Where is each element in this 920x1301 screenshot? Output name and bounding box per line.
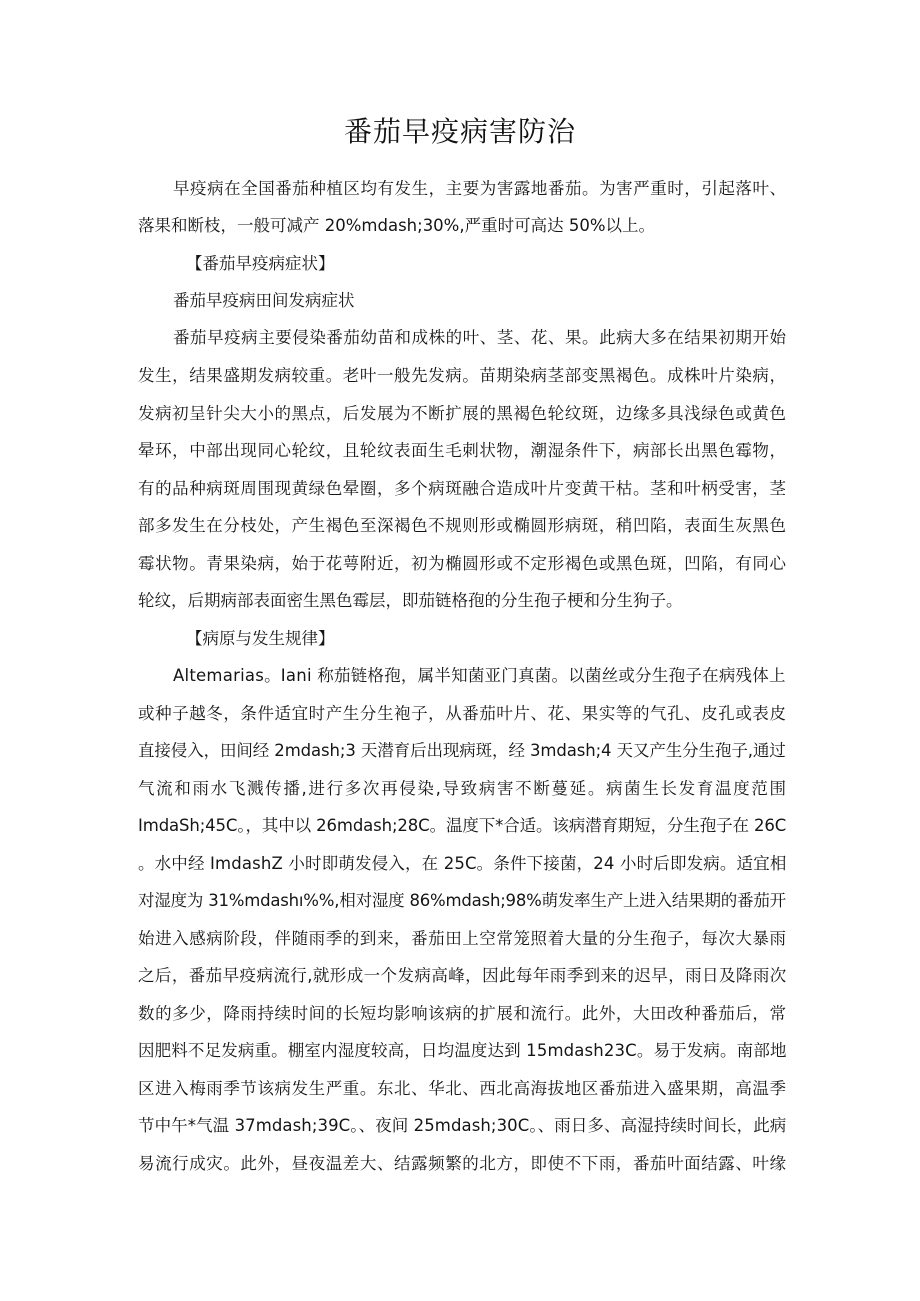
paragraph-line: 区进入梅雨季节该病发生严重。东北、华北、西北高海拔地区番茄进入盛果期，高温季	[138, 1079, 787, 1098]
paragraph-line: 早疫病在全国番茄种植区均有发生，主要为害露地番茄。为害严重时，引起落叶、	[173, 179, 787, 198]
paragraph-line: 始进入感病阶段，伴随雨季的到来，番茄田上空常笼照着大量的分生孢子，每次大暴雨	[138, 929, 787, 948]
paragraph-line: 番茄早疫病主要侵染番茄幼苗和成株的叶、茎、花、果。此病大多在结果初期开始	[173, 328, 787, 347]
section-heading-pathogen: 【病原与发生规律】	[186, 629, 335, 648]
paragraph-line: 落果和断枝，一般可减产 20%mdash;30%,严重时可高达 50%以上。	[138, 216, 656, 235]
paragraph-line: 。水中经 ImdashZ 小时即萌发侵入，在 25C。条件下接菌，24 小时后即发病。适宜相	[138, 854, 787, 873]
paragraph-line: ImdaSh;45C。，其中以 26mdash;28C。温度下*合适。该病潜育期短，分生孢子在 26C	[138, 816, 787, 835]
section-subheading-field-symptoms: 番茄早疫病田间发病症状	[173, 291, 355, 310]
paragraph-line: Altemarias。Iani 称茄链格孢，属半知菌亚门真菌。以菌丝或分生孢子在病残体上	[173, 666, 786, 685]
paragraph-line: 直接侵入，田间经 2mdash;3 天潜育后出现病斑，经 3mdash;4 天又产生分生孢子,通过	[138, 741, 786, 760]
paragraph-line: 晕环，中部出现同心轮纹，且轮纹表面生毛刺状物，潮湿条件下，病部长出黑色霉物，	[138, 441, 787, 460]
paragraph-line: 气流和雨水飞溅传播,进行多次再侵染,导致病害不断蔓延。病菌生长发育温度范围	[138, 779, 788, 798]
paragraph-line: 节中午*气温 37mdash;39C。、夜间 25mdash;30C。、雨日多、高湿持续时间长，此病	[138, 1116, 787, 1135]
paragraph-line: 部多发生在分枝处，产生褐色至深褐色不规则形或椭圆形病斑，稍凹陷，表面生灰黑色	[138, 516, 787, 535]
paragraph-line: 或种子越冬，条件适宜时产生分生袍子，从番茄叶片、花、果实等的气孔、皮孔或表皮	[138, 704, 787, 723]
section-heading-symptoms: 【番茄早疫病症状】	[186, 254, 335, 273]
paragraph-line: 轮纹，后期病部表面密生黑色霉层，即茄链格孢的分生孢子梗和分生狗子。	[138, 591, 683, 610]
paragraph-line: 因肥料不足发病重。棚室内湿度较高，日均温度达到 15mdash23C。易于发病。南部地	[138, 1041, 787, 1060]
paragraph-line: 数的多少，降雨持续时间的长短均影响该病的扩展和流行。此外，大田改种番茄后，常	[138, 1004, 787, 1023]
paragraph-line: 霉状物。青果染病，始于花萼附近，初为椭圆形或不定形褐色或黑色斑，凹陷，有同心	[138, 554, 787, 573]
paragraph-line: 易流行成灾。此外，昼夜温差大、结露频繁的北方，即使不下雨，番茄叶面结露、叶缘	[138, 1154, 787, 1173]
paragraph-line: 对湿度为 31%mdashı%%,相对湿度 86%mdash;98%萌发率生产上进入结果期的番茄开	[138, 891, 786, 910]
paragraph-line: 发生，结果盛期发病较重。老叶一般先发病。苗期染病茎部变黑褐色。成株叶片染病，	[138, 366, 787, 385]
document-title: 番茄早疫病害防治	[343, 115, 576, 148]
paragraph-line: 发病初呈针尖大小的黑点，后发展为不断扩展的黑褐色轮纹斑，边缘多具浅绿色或黄色	[138, 404, 787, 423]
paragraph-line: 之后，番茄早疫病流行,就形成一个发病高峰，因此每年雨季到来的迟早，雨日及降雨次	[138, 966, 787, 985]
paragraph-line: 有的品种病斑周围现黄绿色晕圈，多个病斑融合造成叶片变黄干枯。茎和叶柄受害，茎	[138, 479, 787, 498]
